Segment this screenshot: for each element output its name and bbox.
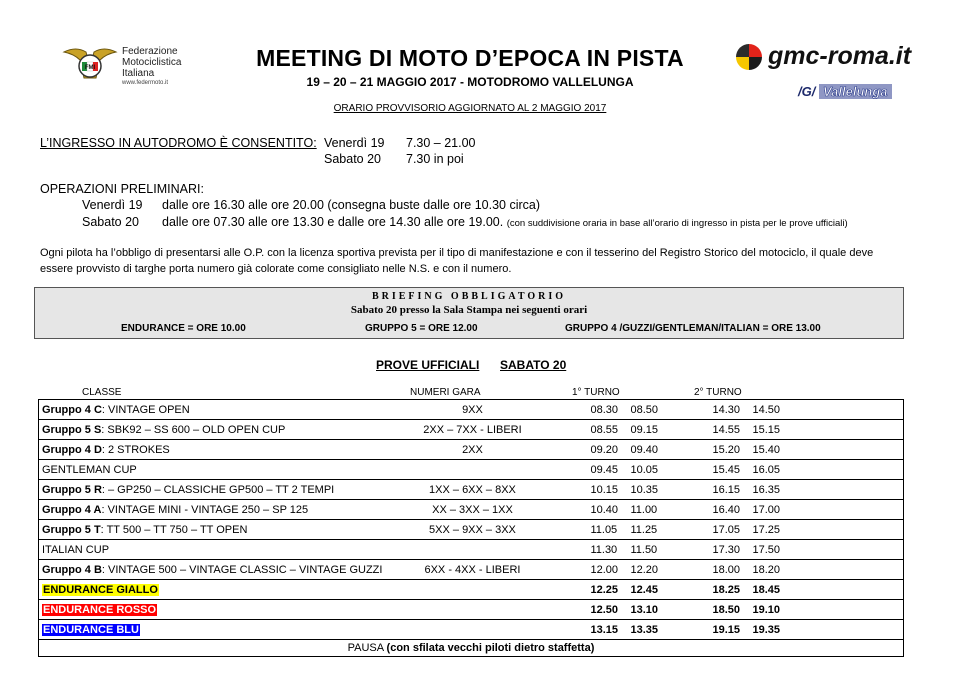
- prove-day: SABATO 20: [500, 358, 567, 372]
- group-name: Gruppo 5 S: [42, 423, 102, 436]
- time-end: 16.05: [752, 463, 780, 476]
- time-start: 16.15: [712, 483, 740, 496]
- briefing-box: [34, 287, 904, 339]
- class-description: : TT 500 – TT 750 – TT OPEN: [100, 523, 248, 536]
- access-label: L’INGRESSO IN AUTODROMO È CONSENTITO:: [40, 136, 317, 150]
- class-cell: [39, 520, 383, 540]
- time-range: [590, 584, 670, 596]
- time-end: 18.45: [752, 583, 780, 596]
- time-end: 15.40: [752, 443, 780, 456]
- preliminary-day: Sabato 20: [82, 215, 139, 229]
- time-end: 10.35: [630, 483, 658, 496]
- race-numbers: [382, 460, 562, 480]
- group-name: Gruppo 4 C: [42, 403, 102, 416]
- time-start: 17.05: [712, 523, 740, 536]
- time-start: 14.55: [712, 423, 740, 436]
- time-start: 16.40: [712, 503, 740, 516]
- vallelunga-mark-icon: /G/: [798, 84, 816, 99]
- time-start: 12.50: [590, 603, 618, 616]
- access-day: Sabato 20: [324, 152, 381, 166]
- time-end: 09.15: [630, 423, 658, 436]
- race-numbers: [382, 540, 562, 560]
- race-numbers: [382, 620, 562, 640]
- column-header-turn1: 1° TURNO: [572, 387, 620, 398]
- class-description: : VINTAGE 500 – VINTAGE CLASSIC – VINTAGE GUZZI: [101, 563, 383, 576]
- time-range: [712, 504, 792, 516]
- schedule-row: [39, 440, 904, 460]
- schedule-row: [39, 500, 904, 520]
- race-numbers: 2XX: [382, 440, 562, 460]
- time-start: 10.15: [590, 483, 618, 496]
- class-description: ITALIAN CUP: [42, 543, 110, 556]
- time-start: 18.00: [712, 563, 740, 576]
- turn1-cell: [562, 520, 690, 540]
- preliminary-note: (con suddivisione oraria in base all’orario di ingresso in pista per le prove ufficiali): [506, 218, 848, 229]
- gmc-logo-text: gmc-roma.it: [768, 42, 912, 70]
- time-end: 12.20: [630, 563, 658, 576]
- time-end: 10.05: [630, 463, 658, 476]
- time-range: [712, 604, 792, 616]
- time-end: 16.35: [752, 483, 780, 496]
- time-range: [712, 404, 792, 416]
- time-range: [712, 444, 792, 456]
- briefing-title: BRIEFING OBBLIGATORIO: [371, 291, 567, 302]
- pause-label: PAUSA: [347, 642, 384, 654]
- class-cell: [39, 420, 383, 440]
- turn2-cell: [690, 540, 903, 560]
- time-end: 08.50: [630, 403, 658, 416]
- svg-text:FMI: FMI: [84, 65, 96, 71]
- time-end: 17.50: [752, 543, 780, 556]
- time-end: 11.50: [630, 543, 658, 556]
- time-start: 08.55: [590, 423, 618, 436]
- schedule-row: [39, 520, 904, 540]
- vallelunga-logo: [798, 84, 892, 99]
- class-description: : VINTAGE OPEN: [101, 403, 190, 416]
- turn1-cell: [562, 600, 690, 620]
- time-end: 11.00: [630, 503, 658, 516]
- time-start: 19.15: [712, 623, 740, 636]
- time-start: 18.25: [712, 583, 740, 596]
- schedule-table: [38, 399, 904, 657]
- time-start: 17.30: [712, 543, 740, 556]
- time-range: [590, 624, 670, 636]
- turn2-cell: [690, 620, 903, 640]
- preliminary-day: Venerdì 19: [82, 198, 143, 212]
- time-range: [590, 464, 670, 476]
- schedule-row: [39, 400, 904, 420]
- time-start: 14.30: [712, 403, 740, 416]
- schedule-row: [39, 560, 904, 580]
- time-range: [590, 504, 670, 516]
- turn1-cell: [562, 480, 690, 500]
- time-end: 19.10: [752, 603, 780, 616]
- page-title: MEETING DI MOTO D’EPOCA IN PISTA: [256, 45, 684, 71]
- turn2-cell: [690, 460, 903, 480]
- class-description: : SBK92 – SS 600 – OLD OPEN CUP: [101, 423, 286, 436]
- turn2-cell: [690, 400, 903, 420]
- group-name: Gruppo 4 A: [42, 503, 102, 516]
- turn1-cell: [562, 580, 690, 600]
- column-header-class: CLASSE: [82, 387, 122, 398]
- schedule-row: [39, 420, 904, 440]
- class-cell: [39, 480, 383, 500]
- update-note: ORARIO PROVVISORIO AGGIORNATO AL 2 MAGGIO 2017: [333, 103, 607, 114]
- endurance-label: ENDURANCE GIALLO: [43, 583, 158, 596]
- schedule-row: [39, 460, 904, 480]
- time-range: [590, 424, 670, 436]
- preliminary-text: [162, 215, 848, 229]
- time-range: [590, 544, 670, 556]
- time-range: [712, 544, 792, 556]
- endurance-label: ENDURANCE BLU: [43, 623, 139, 636]
- turn1-cell: [562, 440, 690, 460]
- time-end: 15.15: [752, 423, 780, 436]
- turn1-cell: [562, 420, 690, 440]
- turn1-cell: [562, 620, 690, 640]
- time-start: 11.05: [590, 523, 618, 536]
- class-description: : – GP250 – CLASSICHE GP500 – TT 2 TEMPI: [101, 483, 335, 496]
- prove-title: PROVE UFFICIALI: [376, 358, 480, 372]
- time-start: 15.20: [712, 443, 740, 456]
- briefing-subtitle: Sabato 20 presso la Sala Stampa nei seguenti orari: [350, 304, 588, 316]
- schedule-row: [39, 480, 904, 500]
- time-start: 12.00: [590, 563, 618, 576]
- time-start: 13.15: [590, 623, 618, 636]
- race-numbers: XX – 3XX – 1XX: [382, 500, 562, 520]
- time-range: [712, 624, 792, 636]
- time-end: 13.35: [630, 623, 658, 636]
- class-cell: [39, 400, 383, 420]
- group-name: Gruppo 5 R: [42, 483, 102, 496]
- pause-note: (con sfilata vecchi piloti dietro staffetta): [386, 642, 595, 654]
- endurance-row: [39, 600, 904, 620]
- time-range: [712, 564, 792, 576]
- class-cell: [39, 580, 383, 600]
- time-range: [590, 484, 670, 496]
- time-range: [590, 444, 670, 456]
- group-name: Gruppo 4 B: [42, 563, 102, 576]
- class-description: GENTLEMAN CUP: [42, 463, 137, 476]
- time-range: [590, 404, 670, 416]
- time-end: 17.00: [752, 503, 780, 516]
- race-numbers: [382, 580, 562, 600]
- class-cell: [39, 500, 383, 520]
- time-end: 12.45: [630, 583, 658, 596]
- turn1-cell: [562, 460, 690, 480]
- column-header-turn2: 2° TURNO: [694, 387, 742, 398]
- time-range: [590, 604, 670, 616]
- class-cell: [39, 540, 383, 560]
- endurance-row: [39, 580, 904, 600]
- turn2-cell: [690, 420, 903, 440]
- time-end: 18.20: [752, 563, 780, 576]
- endurance-row: [39, 620, 904, 640]
- time-range: [712, 464, 792, 476]
- class-description: : 2 STROKES: [101, 443, 170, 456]
- turn2-cell: [690, 600, 903, 620]
- turn1-cell: [562, 560, 690, 580]
- briefing-time: ENDURANCE = ORE 10.00: [121, 323, 246, 334]
- class-cell: [39, 440, 383, 460]
- time-range: [712, 484, 792, 496]
- vallelunga-logo-text: Vallelunga: [819, 84, 892, 99]
- page-subtitle: 19 – 20 – 21 MAGGIO 2017 - MOTODROMO VALLELUNGA: [306, 75, 634, 89]
- time-end: 11.25: [630, 523, 658, 536]
- pause-cell: [39, 640, 904, 657]
- time-start: 18.50: [712, 603, 740, 616]
- time-start: 15.45: [712, 463, 740, 476]
- group-name: Gruppo 5 T: [42, 523, 101, 536]
- briefing-time: GRUPPO 5 = ORE 12.00: [365, 323, 478, 334]
- class-cell: [39, 620, 383, 640]
- rules-paragraph: Ogni pilota ha l’obbligo di presentarsi alle O.P. con la licenza sportiva prevista per il tipo di manifestazione e con il tesserino del Registro Storico del motociclo, il quale deve essere provvisto di targhe porta numero già colorate come consigliato nelle N.S. e con il numero.: [40, 247, 874, 275]
- turn2-cell: [690, 440, 903, 460]
- time-end: 14.50: [752, 403, 780, 416]
- turn1-cell: [562, 500, 690, 520]
- gmc-logo-icon: [736, 44, 762, 70]
- race-numbers: 9XX: [382, 400, 562, 420]
- turn2-cell: [690, 500, 903, 520]
- race-numbers: 2XX – 7XX - LIBERI: [382, 420, 562, 440]
- fmi-name: Federazione Motociclistica Italiana: [122, 46, 182, 79]
- preliminary-label: OPERAZIONI PRELIMINARI:: [40, 182, 204, 196]
- turn2-cell: [690, 560, 903, 580]
- turn2-cell: [690, 520, 903, 540]
- time-range: [590, 524, 670, 536]
- time-start: 08.30: [590, 403, 618, 416]
- time-end: 13.10: [630, 603, 658, 616]
- schedule-row: [39, 540, 904, 560]
- time-start: 09.45: [590, 463, 618, 476]
- class-description: : VINTAGE MINI - VINTAGE 250 – SP 125: [101, 503, 309, 516]
- time-end: 17.25: [752, 523, 780, 536]
- pause-row: [39, 640, 904, 657]
- preliminary-text-main: dalle ore 07.30 alle ore 13.30 e dalle ore 14.30 alle ore 19.00.: [162, 215, 504, 229]
- group-name: Gruppo 4 D: [42, 443, 102, 456]
- time-range: [712, 424, 792, 436]
- access-time: 7.30 – 21.00: [406, 136, 476, 150]
- fmi-url: www.federmoto.it: [122, 80, 169, 86]
- time-end: 19.35: [752, 623, 780, 636]
- time-start: 11.30: [590, 543, 618, 556]
- class-cell: [39, 600, 383, 620]
- time-range: [590, 564, 670, 576]
- race-numbers: 5XX – 9XX – 3XX: [382, 520, 562, 540]
- turn2-cell: [690, 480, 903, 500]
- access-day: Venerdì 19: [324, 136, 385, 150]
- time-start: 12.25: [590, 583, 618, 596]
- turn1-cell: [562, 400, 690, 420]
- turn2-cell: [690, 580, 903, 600]
- access-time: 7.30 in poi: [406, 152, 464, 166]
- time-range: [712, 524, 792, 536]
- column-header-numbers: NUMERI GARA: [410, 387, 481, 398]
- class-cell: [39, 460, 383, 480]
- endurance-label: ENDURANCE ROSSO: [43, 603, 157, 616]
- class-cell: [39, 560, 383, 580]
- time-start: 10.40: [590, 503, 618, 516]
- preliminary-text: dalle ore 16.30 alle ore 20.00 (consegna buste dalle ore 10.30 circa): [162, 198, 541, 212]
- race-numbers: [382, 600, 562, 620]
- time-end: 09.40: [630, 443, 658, 456]
- time-range: [712, 584, 792, 596]
- turn1-cell: [562, 540, 690, 560]
- race-numbers: 6XX - 4XX - LIBERI: [382, 560, 562, 580]
- time-start: 09.20: [590, 443, 618, 456]
- briefing-time: GRUPPO 4 /GUZZI/GENTLEMAN/ITALIAN = ORE 13.00: [565, 323, 821, 334]
- race-numbers: 1XX – 6XX – 8XX: [382, 480, 562, 500]
